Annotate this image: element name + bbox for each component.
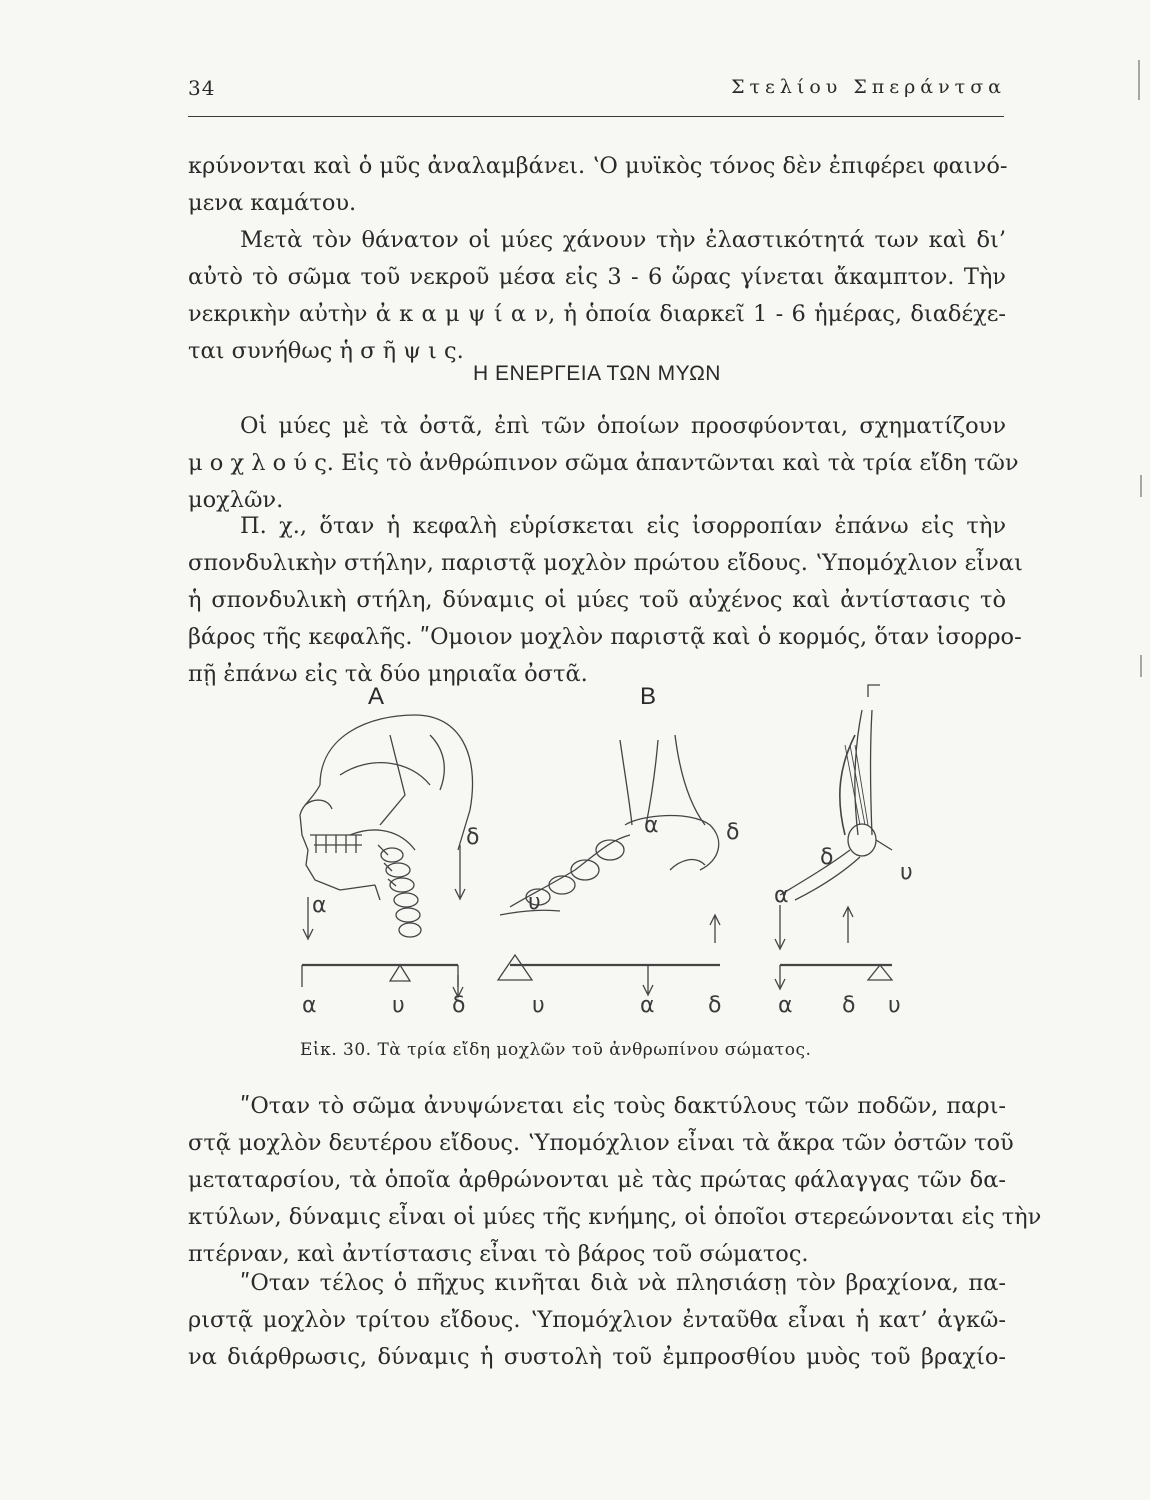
margin-mark (1140, 475, 1142, 497)
symbol-alpha: α (644, 813, 659, 838)
caption-label: Εἰκ. 30. (300, 1040, 372, 1060)
text-line: κτύλων, δύναμις εἶναι οἱ μύες τῆς κνήμης, οἱ ὁποῖοι στερεώνονται εἰς τὴν (188, 1204, 1042, 1230)
section-heading: Η ΕΝΕΡΓΕΙΑ ΤΩΝ ΜΥΩΝ (473, 362, 721, 385)
text-line: αὐτὸ τὸ σῶμα τοῦ νεκροῦ μέσα εἰς 3 - 6 ὥρας γίνεται ἄκαμπτον. Τὴν (188, 264, 1006, 290)
symbol-delta: δ (452, 993, 466, 1018)
symbol-alpha: α (302, 993, 317, 1018)
panel-label-a: Α (368, 683, 385, 710)
text-line: Π. χ., ὅταν ἡ κεφαλὴ εὑρίσκεται εἰς ἰσορροπίαν ἐπάνω εἰς τὴν (240, 513, 1006, 539)
text-line: πτέρναν, καὶ ἀντίστασις εἶναι τὸ βάρος τοῦ σώματος. (188, 1241, 809, 1267)
lever-figure (280, 675, 930, 1025)
text-line: σπονδυλικὴν στήλην, παριστᾷ μοχλὸν πρώτου εἴδους. ʽΥπομόχλιον εἶναι (188, 550, 1023, 576)
text-line: μ ο χ λ ο ύ ς. Εἰς τὸ ἀνθρώπινον σῶμα ἀπαντῶνται καὶ τὰ τρία εἴδη τῶν (188, 450, 1019, 476)
margin-mark (1138, 60, 1140, 100)
foot-illustration (500, 735, 719, 915)
text-line: νεκρικὴν αὐτὴν ἀ κ α μ ψ ί α ν, ἡ ὁποία διαρκεῖ 1 - 6 ἡμέρας, διαδέχε- (188, 301, 1006, 327)
text-line: ται συνήθως ἡ σ ῆ ψ ι ς. (188, 338, 464, 364)
text-line: μοχλῶν. (188, 487, 284, 513)
text-line: ἡ σπονδυλικὴ στήλη, δύναμις οἱ μύες τοῦ αὐχένος καὶ ἀντίστασις τὸ (188, 587, 1006, 613)
symbol-delta: δ (466, 825, 480, 850)
page-number: 34 (188, 76, 216, 100)
symbol-alpha: α (640, 993, 655, 1018)
symbol-alpha: α (312, 893, 327, 918)
header-rule (188, 116, 1004, 117)
paragraph-5 (188, 1088, 1042, 1273)
text-line: Οἱ μύες μὲ τὰ ὀστᾶ, ἐπὶ τῶν ὁποίων προσφύονται, σχηματίζουν (240, 413, 1006, 439)
caption-text: Τὰ τρία εἴδη μοχλῶν τοῦ ἀνθρωπίνου σώματος. (377, 1040, 812, 1060)
text-line: βάρος τῆς κεφαλῆς. ʺΟμοιον μοχλὸν παριστᾷ καὶ ὁ κορμός, ὅταν ἰσορρο- (188, 624, 1022, 650)
cervical-spine-illustration (378, 845, 421, 937)
symbol-upsilon: υ (900, 860, 913, 885)
symbol-delta: δ (842, 993, 856, 1018)
paragraph-6 (188, 1265, 1006, 1376)
text-line: κρύνονται καὶ ὁ μῦς ἀναλαμβάνει. ʽΟ μυϊκὸς τόνος δὲν ἐπιφέρει φαινό- (188, 153, 1008, 179)
paragraph-2 (188, 222, 1006, 370)
text-line: μενα καμάτου. (188, 190, 357, 216)
panel-label-b: Β (640, 683, 657, 710)
margin-mark (1140, 655, 1142, 677)
text-line: ʺΟταν τὸ σῶμα ἀνυψώνεται εἰς τοὺς δακτύλους τῶν ποδῶν, παρι- (240, 1093, 1006, 1119)
arm-illustration (780, 710, 892, 900)
symbol-alpha: α (774, 883, 789, 908)
text-line: πῇ ἐπάνω εἰς τὰ δύο μηριαῖα ὀστᾶ. (188, 661, 588, 687)
figure-caption (300, 1040, 811, 1060)
symbol-upsilon: υ (528, 890, 541, 915)
text-line: στᾷ μοχλὸν δευτέρου εἴδους. ʽΥπομόχλιον εἶναι τὰ ἄκρα τῶν ὀστῶν τοῦ (188, 1130, 1014, 1156)
symbol-upsilon: υ (392, 993, 405, 1018)
symbol-upsilon: υ (888, 993, 901, 1018)
symbol-delta: δ (726, 820, 740, 845)
symbol-upsilon: υ (532, 993, 545, 1018)
paragraph-3 (188, 408, 1019, 519)
symbol-delta: δ (708, 993, 722, 1018)
running-head: Στελίου Σπεράντσα (731, 76, 1006, 98)
symbol-delta: δ (820, 845, 834, 870)
paragraph-1 (188, 148, 1006, 222)
text-line: να διάρθρωσις, δύναμις ἡ συστολὴ τοῦ ἐμπροσθίου μυὸς τοῦ βραχίο- (188, 1344, 1006, 1370)
symbol-alpha: α (778, 993, 793, 1018)
text-line: μεταταρσίου, τὰ ὁποῖα ἀρθρώνονται μὲ τὰς πρώτας φάλαγγας τῶν δα- (188, 1167, 1006, 1193)
text-line: ʺΟταν τέλος ὁ πῆχυς κινῆται διὰ νὰ πλησιάσῃ τὸν βραχίονα, πα- (240, 1270, 1006, 1296)
text-line: Μετὰ τὸν θάνατον οἱ μύες χάνουν τὴν ἐλαστικότητά των καὶ δι’ (240, 227, 1006, 253)
paragraph-4 (188, 508, 1023, 693)
text-line: ριστᾷ μοχλὸν τρίτου εἴδους. ʽΥπομόχλιον ἐνταῦθα εἶναι ἡ κατ’ ἀγκῶ- (188, 1307, 1006, 1333)
